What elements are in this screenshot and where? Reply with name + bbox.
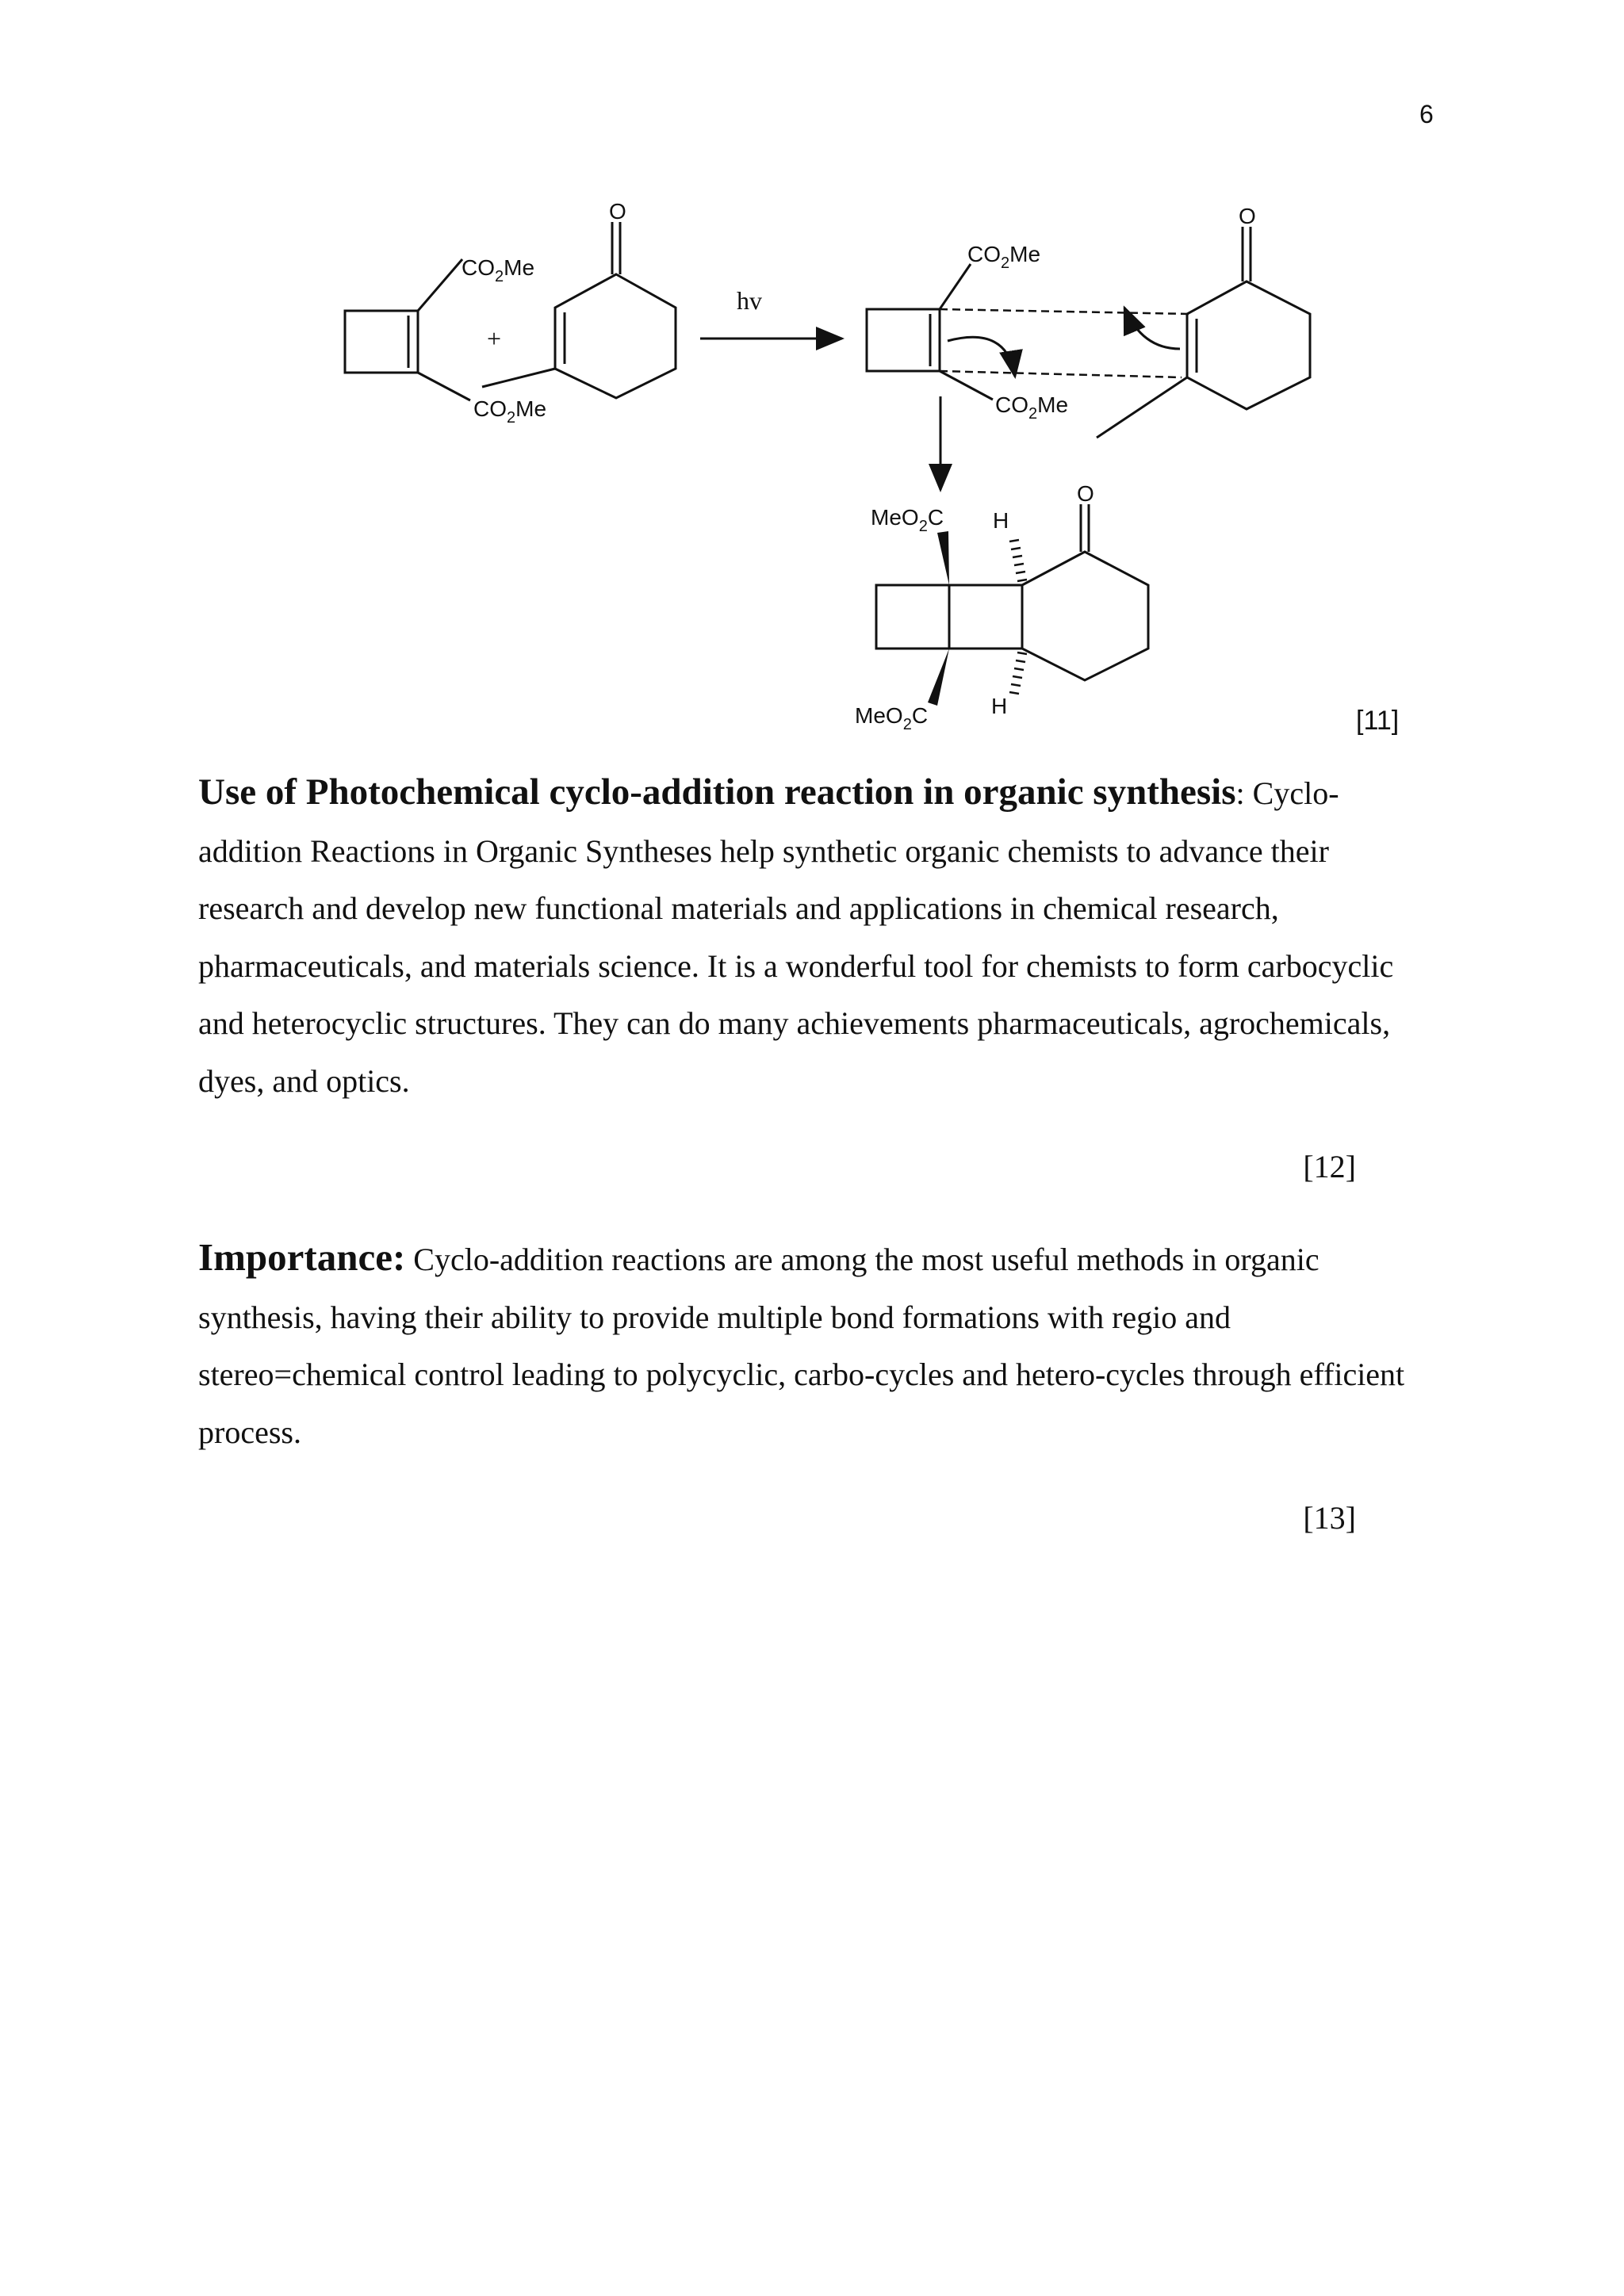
intermediate-co2me-bottom-label: $CO_2Me$: [995, 392, 1069, 423]
product-tricycle: [876, 504, 1148, 680]
reactant2-oxygen-label: O: [609, 199, 626, 224]
section-importance-paragraph: [198, 1229, 1419, 1461]
product-oxygen-label: O: [1077, 481, 1094, 506]
intermediate-cyclobutene: [867, 264, 993, 400]
intermediate-oxygen-label: O: [1239, 204, 1256, 228]
reactant-cyclobutene-diester: [345, 259, 470, 400]
reference-13: [13]: [1303, 1500, 1356, 1536]
reactant1-co2me-bottom-label: $CO_2Me$: [473, 396, 547, 427]
reactant1-co2me-top-label: $CO_2Me$: [462, 255, 535, 285]
product-meo2c-top-label: MeO$_2$C: [871, 505, 944, 535]
reaction-scheme: [0, 0, 1624, 761]
intermediate-co2me-top-label: $CO_2Me$: [967, 242, 1041, 272]
hashed-bond-top: [1009, 540, 1027, 581]
page-number: 6: [1419, 100, 1434, 128]
electron-flow-arrows: [948, 308, 1180, 377]
wedge-bond-bottom: [928, 649, 949, 706]
wedge-bond-top: [937, 531, 949, 585]
reference-12: [12]: [1303, 1149, 1356, 1184]
product-h-bottom-label: H: [991, 694, 1008, 718]
section-photochemical-paragraph: [198, 763, 1419, 1110]
hv-label: hv: [737, 286, 762, 315]
section-importance-body: Cyclo-addition reactions are among the most useful methods in organic synthesis, having their ability to provide multiple bond formations with regio and stereo=chemical control leading to polycyclic, carbo-cycles and hetero-cycles through efficient process.: [198, 1242, 1405, 1450]
product-meo2c-bottom-label: MeO$_2$C: [855, 703, 929, 733]
reactant-cyclohexenone: [482, 222, 676, 398]
hashed-bond-bottom: [1009, 652, 1027, 694]
section-photochemical-heading: Use of Photochemical cyclo-addition reaction in organic synthesis: [198, 771, 1236, 813]
section-photochemical-body: : Cyclo-addition Reactions in Organic Syntheses help synthetic organic chemists to advance their research and develop new functional materials and applications in chemical research, pharmaceuticals, and materials science. It is a wonderful tool for chemists to form carbocyclic and heterocyclic structures. They can do many achievements pharmaceuticals, agrochemicals, dyes, and optics.: [198, 775, 1394, 1099]
section-importance-heading: Importance:: [198, 1235, 406, 1279]
plus-sign: +: [487, 324, 502, 353]
intermediate-cyclohexenone: [1097, 227, 1310, 438]
dashed-bond-lines: [940, 309, 1189, 377]
scheme-reference: [11]: [1356, 706, 1400, 736]
product-h-top-label: H: [993, 508, 1009, 533]
